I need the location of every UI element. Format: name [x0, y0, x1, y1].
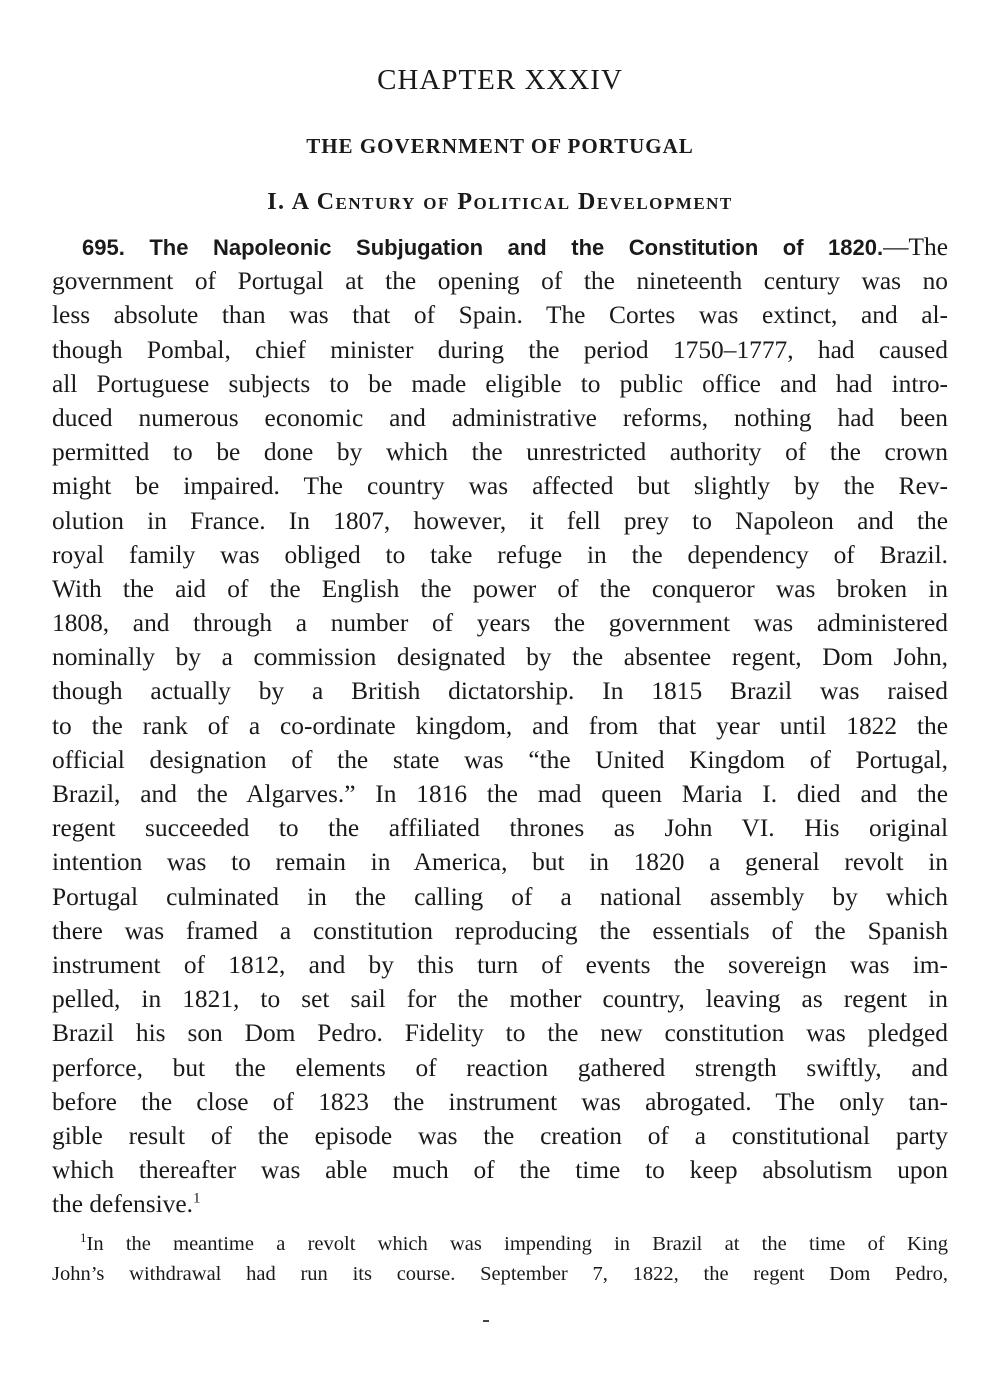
paragraph-line: olution in France. In 1807, however, it fell prey to Napoleon and the [52, 506, 948, 535]
paragraph-line: 1808, and through a number of years the government was administered [52, 609, 948, 638]
paragraph-line: regent succeeded to the affiliated thrones as John VI. His original [52, 814, 948, 843]
paragraph-line: though Pombal, chief minister during the period 1750–1777, had caused [52, 335, 948, 364]
paragraph-line: government of Portugal at the opening of the nineteenth century was no [52, 267, 948, 296]
section-heading: I. A Century of Political Development [267, 189, 733, 215]
page [52, 58, 948, 1289]
paragraph-heading: 695. The Napoleonic Subjugation and the Constitution of 1820. [82, 235, 884, 260]
footnote-line [52, 1229, 948, 1259]
paragraph-line: Brazil his son Dom Pedro. Fidelity to the new constitution was pledged [52, 1019, 948, 1048]
paragraph-line: official designation of the state was “the United Kingdom of Portugal, [52, 745, 948, 774]
page-mark [483, 1320, 489, 1322]
paragraph-line: all Portuguese subjects to be made eligible to public office and had intro- [52, 369, 948, 398]
footnote-mark: 1 [80, 1230, 87, 1246]
paragraph-first-line [52, 230, 948, 264]
paragraph-line: instrument of 1812, and by this turn of events the sovereign was im- [52, 950, 948, 979]
paragraph-line: Brazil, and the Algarves.” In 1816 the mad queen Maria I. died and the [52, 780, 948, 808]
footnote-line: John’s withdrawal had run its course. September 7, 1822, the regent Dom Pedro, [52, 1263, 948, 1286]
footnote-reference[interactable]: 1 [193, 1190, 201, 1207]
paragraph-line: though actually by a British dictatorship. In 1815 Brazil was raised [52, 677, 948, 706]
paragraph-line: duced numerous economic and administrative reforms, nothing had been [52, 403, 948, 432]
paragraph-line: intention was to remain in America, but in 1820 a general revolt in [52, 848, 948, 877]
paragraph-line: permitted to be done by which the unrestricted authority of the crown [52, 438, 948, 467]
paragraph-line: pelled, in 1821, to set sail for the mother country, leaving as regent in [52, 985, 948, 1014]
paragraph-line: Portugal culminated in the calling of a national assembly by which [52, 882, 948, 911]
paragraph-last-line [52, 1187, 948, 1221]
paragraph-line: less absolute than was that of Spain. The Cortes was extinct, and al- [52, 301, 948, 330]
paragraph-line: might be impaired. The country was affected but slightly by the Rev- [52, 472, 948, 501]
footnote [52, 1229, 948, 1289]
paragraph-line: —The [883, 233, 948, 261]
paragraph-line: the defensive. [52, 1190, 193, 1219]
body-paragraph [52, 230, 948, 1221]
chapter-heading: CHAPTER XXXIV [377, 64, 623, 96]
paragraph-line: royal family was obliged to take refuge in the dependency of Brazil. [52, 540, 948, 569]
paragraph-line: gible result of the episode was the creation of a constitutional party [52, 1121, 948, 1150]
paragraph-line: to the rank of a co-ordinate kingdom, and from that year until 1822 the [52, 711, 948, 740]
paragraph-line: With the aid of the English the power of the conqueror was broken in [52, 574, 948, 603]
paragraph-line: nominally by a commission designated by the absentee regent, Dom John, [52, 643, 948, 672]
footnote-text: In the meantime a revolt which was impending in Brazil at the time of King [86, 1233, 948, 1256]
chapter-title: THE GOVERNMENT OF PORTUGAL [306, 134, 694, 158]
paragraph-line: before the close of 1823 the instrument was abrogated. The only tan- [52, 1087, 948, 1116]
paragraph-line: there was framed a constitution reproducing the essentials of the Spanish [52, 916, 948, 945]
paragraph-line: perforce, but the elements of reaction gathered strength swiftly, and [52, 1053, 948, 1082]
paragraph-line: which thereafter was able much of the time to keep absolutism upon [52, 1156, 948, 1185]
